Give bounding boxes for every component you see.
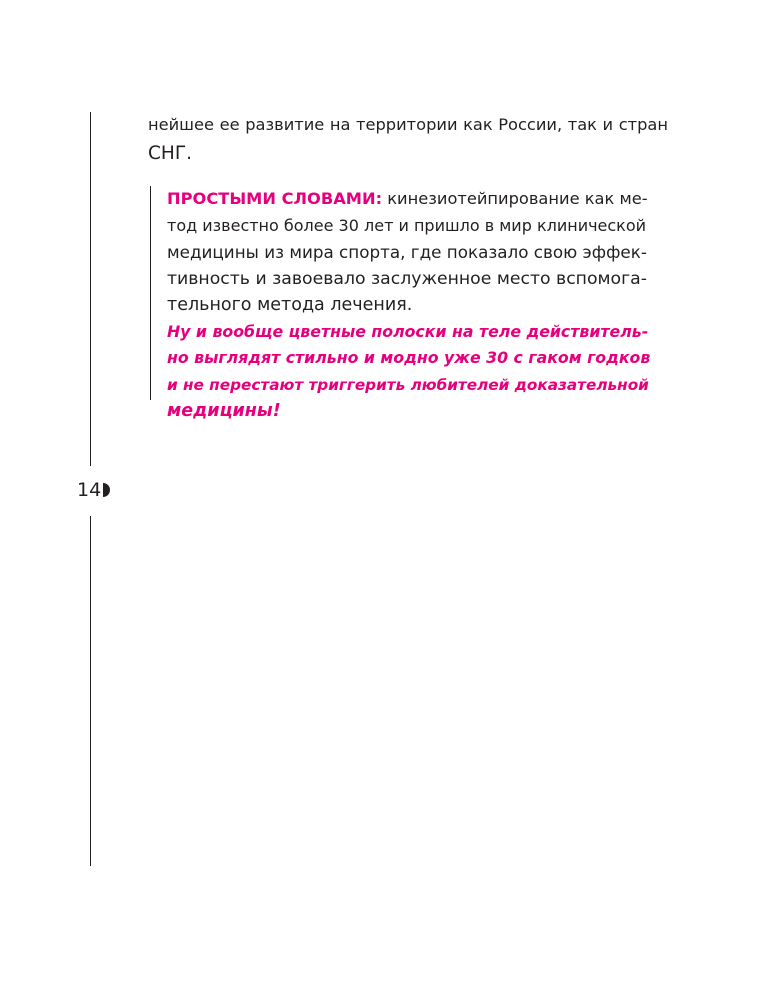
- callout-line-text: кинезиотейпирование как ме-: [382, 189, 648, 208]
- callout-line: тивность и завоевало заслуженное место вспомога-: [167, 268, 647, 289]
- page-number-text: 14: [77, 479, 102, 501]
- callout-lead: ПРОСТЫМИ СЛОВАМИ:: [167, 189, 383, 208]
- accent-line: но выглядят стильно и модно уже 30 с гаком годков: [167, 348, 651, 367]
- margin-rule-upper: [90, 112, 91, 466]
- callout-line: тельного метода лечения.: [167, 295, 413, 315]
- accent-line: Ну и вообще цветные полоски на теле действитель-: [167, 321, 649, 341]
- callout-line: тод известно более 30 лет и пришло в мир клинической: [167, 215, 647, 235]
- body-line: нейшее ее развитие на территории как России, так и стран: [148, 115, 668, 134]
- page-number: [77, 478, 110, 502]
- half-circle-icon: [103, 483, 110, 497]
- callout-line: медицины из мира спорта, где показало свою эффек-: [167, 242, 647, 262]
- body-paragraph: [148, 110, 668, 168]
- accent-line: медицины!: [167, 401, 281, 421]
- callout-text: [167, 186, 652, 425]
- callout-box: [150, 186, 656, 421]
- margin-rule-lower: [90, 516, 91, 866]
- accent-line: и не перестают триггерить любителей доказательной: [167, 375, 649, 394]
- body-line: СНГ.: [148, 143, 192, 164]
- callout-line: [167, 186, 652, 213]
